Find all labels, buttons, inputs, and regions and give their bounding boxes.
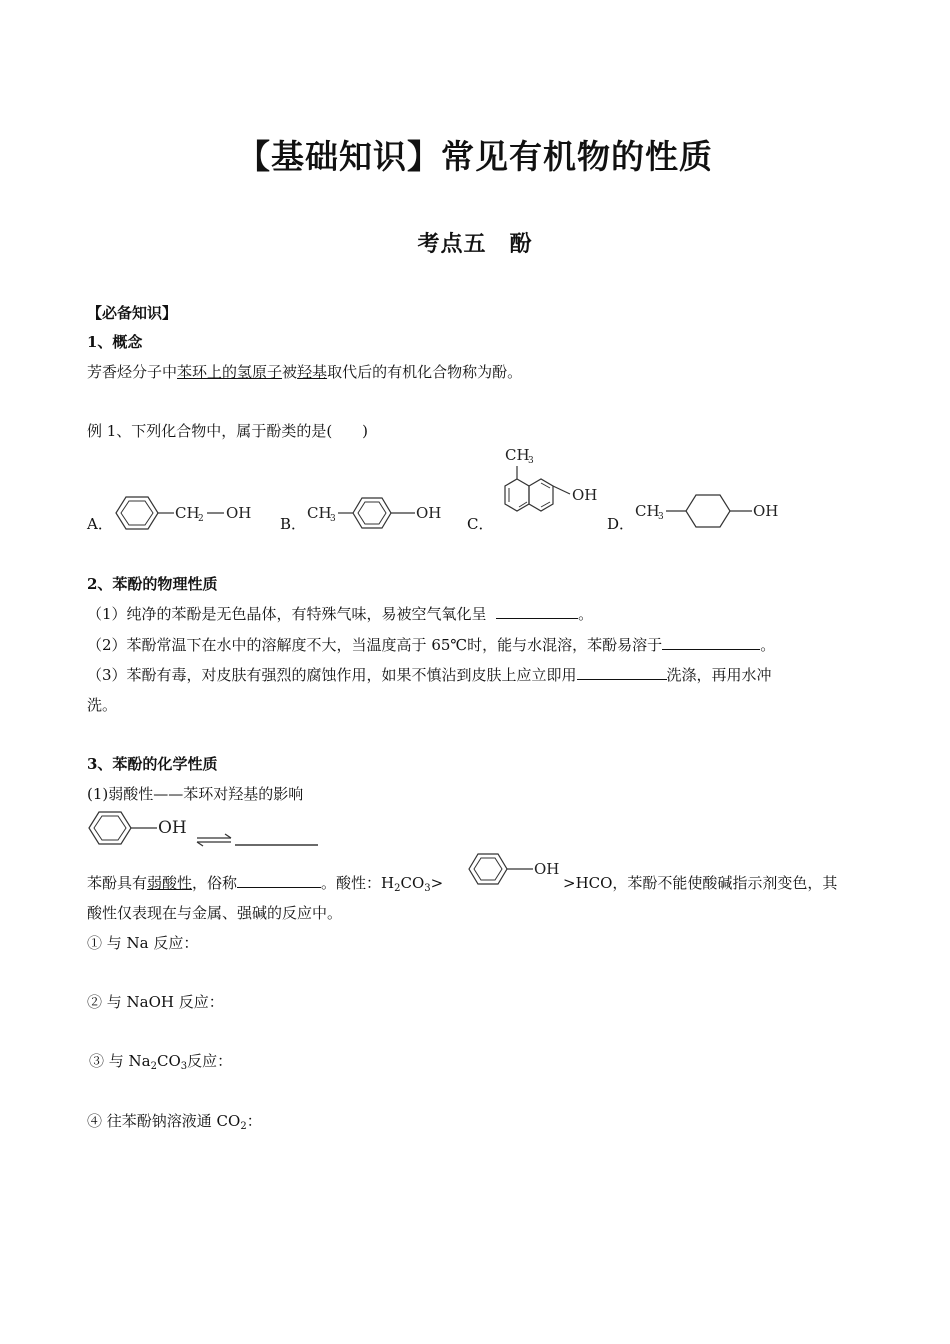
concept-heading: 1、概念	[87, 333, 143, 351]
line-text: 。	[578, 605, 594, 623]
physical-heading: 2、苯酚的物理性质	[87, 575, 218, 593]
physical-line-3-cont: 洗。	[87, 696, 118, 714]
ch3-subscript: 3	[528, 456, 534, 466]
answer-blank[interactable]	[496, 604, 578, 619]
ch3-subscript: 3	[330, 514, 336, 524]
line-text: 洗涤，再用水冲	[666, 666, 772, 684]
line-text: 反应：	[187, 1052, 233, 1070]
line-text: CO	[400, 874, 425, 892]
section-header: 【必备知识】	[87, 304, 178, 322]
option-c-label: C．	[467, 515, 494, 533]
oh-label: OH	[416, 504, 442, 522]
weak-acid-underline: 弱酸性	[147, 874, 193, 892]
weak-acid-subheading: (1)弱酸性——苯环对羟基的影响	[87, 785, 304, 803]
acidity-line-tail: >HCO，苯酚不能使酸碱指示剂变色，其	[563, 874, 838, 892]
ch3-label: CH	[307, 504, 332, 522]
reaction-na: ① 与 Na 反应：	[87, 934, 199, 952]
subscript: 3	[180, 1061, 188, 1072]
subscript: 2	[240, 1121, 247, 1132]
line-text: （2）苯酚常温下在水中的溶解度不大，当温度高于 65℃时，能与水混溶，苯酚易溶于	[87, 636, 663, 654]
line-text: 苯酚具有	[87, 874, 148, 892]
option-b-structure	[305, 492, 450, 536]
concept-definition	[87, 361, 522, 382]
oh-label: OH	[572, 486, 598, 504]
line-text: >	[430, 874, 444, 892]
physical-line-1	[87, 603, 593, 624]
ch3-subscript: 3	[658, 512, 664, 522]
line-text: ，俗称	[192, 874, 238, 892]
oh-label: OH	[753, 502, 779, 520]
physical-line-3	[87, 664, 772, 685]
reaction-co2	[87, 1110, 262, 1131]
ch3-label: CH	[505, 446, 530, 464]
line-text: 。酸性：H	[321, 874, 395, 892]
ch2-subscript: 2	[198, 514, 204, 524]
line-text: 。	[760, 636, 776, 654]
def-underline-oh: 羟基	[297, 363, 328, 381]
section-subtitle: 考点五 酚	[417, 231, 533, 257]
oh-label: OH	[226, 504, 252, 522]
line-text: （1）纯净的苯酚是无色晶体，有特殊气味，易被空气氧化呈	[87, 605, 487, 623]
ch2-label: CH	[175, 504, 200, 522]
answer-blank[interactable]	[237, 873, 321, 888]
subscript: 2	[394, 883, 401, 894]
example-question: 例 1、下列化合物中，属于酚类的是( )	[87, 422, 369, 440]
line-text: ：	[246, 1112, 262, 1130]
option-a-label: A．	[87, 515, 113, 533]
oh-label: OH	[158, 818, 187, 838]
chemical-heading: 3、苯酚的化学性质	[87, 755, 218, 773]
option-d-structure	[633, 490, 788, 534]
subscript: 3	[424, 883, 431, 894]
answer-blank[interactable]	[662, 635, 760, 650]
line-text: ④ 往苯酚钠溶液通 CO	[87, 1112, 241, 1130]
physical-line-2	[87, 634, 775, 655]
option-b-label: B．	[280, 515, 307, 533]
page-title: 【基础知识】常见有机物的性质	[237, 137, 713, 176]
line-text: （3）苯酚有毒，对皮肤有强烈的腐蚀作用，如果不慎沾到皮肤上应立即用	[87, 666, 577, 684]
def-text: 被	[282, 363, 298, 381]
def-text: 芳香烃分子中	[87, 363, 178, 381]
option-c-structure	[490, 442, 605, 534]
oh-label: OH	[534, 860, 560, 878]
def-underline-h: 苯环上的氢原子	[177, 363, 283, 381]
line-text: CO	[156, 1052, 181, 1070]
subscript: 2	[150, 1061, 157, 1072]
acidity-line	[87, 872, 443, 893]
acidity-line-cont: 酸性仅表现在与金属、强碱的反应中。	[87, 904, 343, 922]
reaction-naoh: ② 与 NaOH 反应：	[87, 993, 224, 1011]
ch3-label: CH	[635, 502, 660, 520]
phenol-structure-inline	[465, 850, 570, 890]
option-d-label: D．	[607, 515, 635, 533]
def-text: 取代后的有机化合物称为酚。	[327, 363, 523, 381]
reaction-na2co3	[89, 1050, 232, 1071]
line-text: ③ 与 Na	[89, 1052, 151, 1070]
answer-blank[interactable]	[577, 665, 667, 680]
option-a-structure	[110, 492, 260, 536]
phenol-equilibrium	[85, 807, 325, 851]
